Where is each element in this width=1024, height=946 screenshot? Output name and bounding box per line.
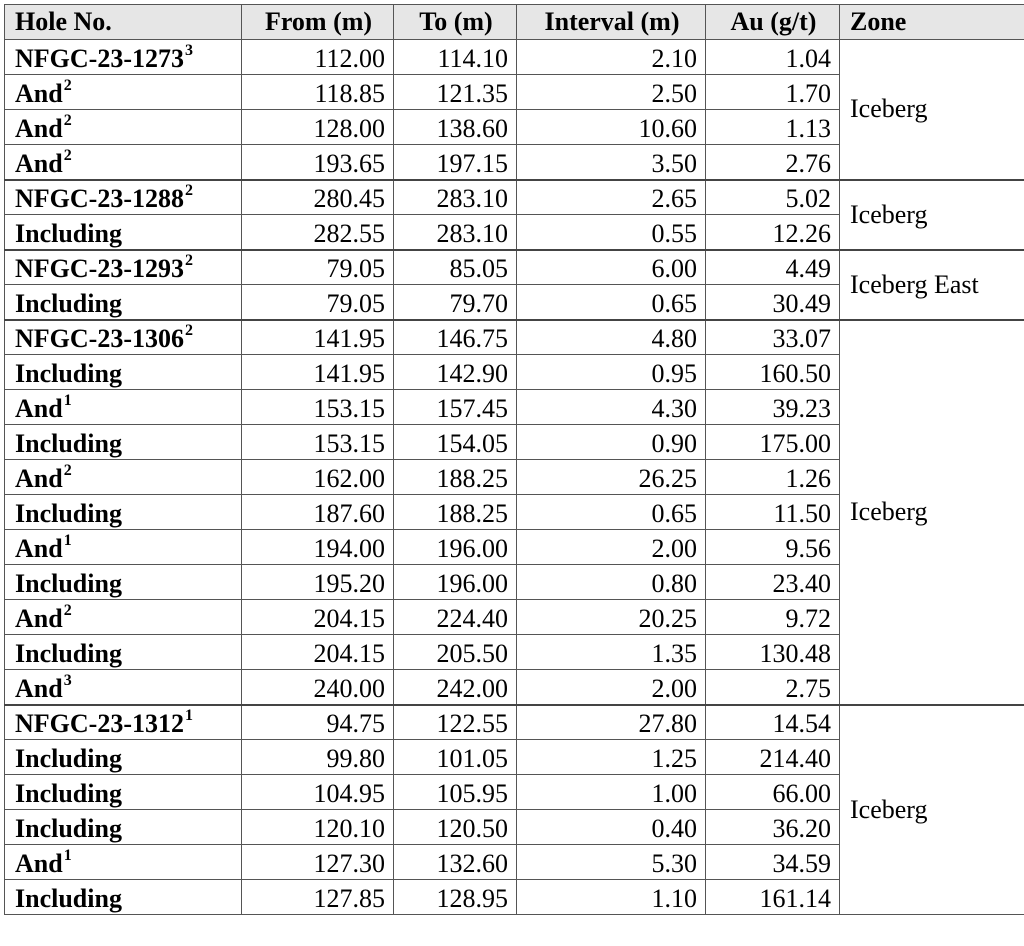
footnote-marker: 2 <box>63 462 72 479</box>
cell-hole-no <box>5 845 242 880</box>
header-row <box>5 5 1024 40</box>
cell-hole-no <box>5 775 242 810</box>
cell-to: 242.00 <box>394 670 517 705</box>
footnote-marker: 2 <box>63 77 72 94</box>
cell-au: 9.72 <box>706 600 840 635</box>
cell-interval: 1.00 <box>517 775 706 810</box>
cell-to: 114.10 <box>394 40 517 75</box>
cell-from: 153.15 <box>242 425 394 460</box>
cell-au: 39.23 <box>706 390 840 425</box>
hole-label: Including <box>15 779 122 808</box>
cell-to: 188.25 <box>394 495 517 530</box>
cell-to: 283.10 <box>394 215 517 250</box>
cell-to: 122.55 <box>394 705 517 740</box>
cell-from: 112.00 <box>242 40 394 75</box>
cell-au: 161.14 <box>706 880 840 915</box>
cell-au: 4.49 <box>706 250 840 285</box>
cell-to: 120.50 <box>394 810 517 845</box>
cell-hole-no <box>5 425 242 460</box>
hole-label: Including <box>15 499 122 528</box>
footnote-marker: 2 <box>63 602 72 619</box>
hole-label: NFGC-23-1306 <box>15 324 184 353</box>
hole-label: And <box>15 114 63 143</box>
hole-label: Including <box>15 744 122 773</box>
cell-to: 138.60 <box>394 110 517 145</box>
cell-hole-no <box>5 530 242 565</box>
cell-from: 94.75 <box>242 705 394 740</box>
cell-au: 214.40 <box>706 740 840 775</box>
cell-interval: 2.50 <box>517 75 706 110</box>
cell-from: 282.55 <box>242 215 394 250</box>
cell-hole-no <box>5 320 242 355</box>
cell-interval: 5.30 <box>517 845 706 880</box>
cell-au: 36.20 <box>706 810 840 845</box>
cell-au: 9.56 <box>706 530 840 565</box>
hole-label: Including <box>15 288 122 318</box>
table-body <box>5 40 1024 915</box>
cell-to: 142.90 <box>394 355 517 390</box>
cell-interval: 2.10 <box>517 40 706 75</box>
cell-zone: Iceberg <box>840 320 1024 705</box>
footnote-marker: 2 <box>184 322 193 339</box>
hole-label: Including <box>15 429 122 458</box>
table-row <box>5 320 1024 355</box>
hole-label: Including <box>15 814 122 843</box>
cell-from: 195.20 <box>242 565 394 600</box>
cell-to: 205.50 <box>394 635 517 670</box>
cell-interval: 4.30 <box>517 390 706 425</box>
cell-interval: 1.10 <box>517 880 706 915</box>
footnote-marker: 2 <box>184 182 193 199</box>
hole-label: And <box>15 673 63 703</box>
cell-from: 204.15 <box>242 635 394 670</box>
cell-interval: 0.90 <box>517 425 706 460</box>
cell-to: 157.45 <box>394 390 517 425</box>
cell-from: 79.05 <box>242 250 394 285</box>
hole-label: And <box>15 464 63 493</box>
cell-interval: 1.25 <box>517 740 706 775</box>
cell-from: 127.30 <box>242 845 394 880</box>
cell-interval: 6.00 <box>517 250 706 285</box>
cell-hole-no <box>5 390 242 425</box>
hole-label: Including <box>15 639 122 668</box>
hole-label: Including <box>15 218 122 248</box>
cell-from: 280.45 <box>242 180 394 215</box>
cell-au: 11.50 <box>706 495 840 530</box>
cell-au: 2.75 <box>706 670 840 705</box>
cell-hole-no <box>5 180 242 215</box>
cell-interval: 4.80 <box>517 320 706 355</box>
cell-au: 1.70 <box>706 75 840 110</box>
footnote-marker: 1 <box>63 392 72 409</box>
cell-au: 2.76 <box>706 145 840 180</box>
cell-interval: 0.65 <box>517 495 706 530</box>
cell-hole-no <box>5 75 242 110</box>
cell-from: 193.65 <box>242 145 394 180</box>
hole-label: And <box>15 534 63 563</box>
cell-hole-no <box>5 670 242 705</box>
cell-zone: Iceberg <box>840 180 1024 250</box>
cell-from: 240.00 <box>242 670 394 705</box>
cell-to: 101.05 <box>394 740 517 775</box>
cell-from: 128.00 <box>242 110 394 145</box>
footnote-marker: 2 <box>63 112 72 129</box>
cell-zone: Iceberg <box>840 705 1024 915</box>
header-from: From (m) <box>242 5 394 40</box>
cell-hole-no <box>5 495 242 530</box>
cell-to: 196.00 <box>394 565 517 600</box>
cell-hole-no <box>5 110 242 145</box>
cell-from: 187.60 <box>242 495 394 530</box>
cell-hole-no <box>5 705 242 740</box>
cell-from: 153.15 <box>242 390 394 425</box>
cell-from: 118.85 <box>242 75 394 110</box>
table-header <box>5 5 1024 40</box>
cell-interval: 27.80 <box>517 705 706 740</box>
cell-from: 127.85 <box>242 880 394 915</box>
cell-from: 120.10 <box>242 810 394 845</box>
cell-au: 175.00 <box>706 425 840 460</box>
table-row <box>5 250 1024 285</box>
cell-from: 162.00 <box>242 460 394 495</box>
cell-to: 196.00 <box>394 530 517 565</box>
footnote-marker: 2 <box>184 252 193 269</box>
cell-hole-no <box>5 215 242 250</box>
header-interval: Interval (m) <box>517 5 706 40</box>
table-row <box>5 180 1024 215</box>
hole-label: Including <box>15 569 122 598</box>
cell-from: 79.05 <box>242 285 394 320</box>
cell-to: 197.15 <box>394 145 517 180</box>
cell-to: 188.25 <box>394 460 517 495</box>
cell-hole-no <box>5 250 242 285</box>
cell-au: 12.26 <box>706 215 840 250</box>
cell-au: 1.04 <box>706 40 840 75</box>
cell-interval: 10.60 <box>517 110 706 145</box>
footnote-marker: 2 <box>63 146 72 164</box>
hole-label: NFGC-23-1312 <box>15 709 184 738</box>
cell-to: 154.05 <box>394 425 517 460</box>
cell-interval: 2.65 <box>517 180 706 215</box>
drill-results-table <box>4 4 1024 915</box>
cell-hole-no <box>5 40 242 75</box>
cell-au: 33.07 <box>706 320 840 355</box>
cell-hole-no <box>5 460 242 495</box>
hole-label: NFGC-23-1293 <box>15 254 184 283</box>
cell-au: 5.02 <box>706 180 840 215</box>
cell-au: 1.26 <box>706 460 840 495</box>
cell-to: 121.35 <box>394 75 517 110</box>
cell-hole-no <box>5 355 242 390</box>
cell-au: 160.50 <box>706 355 840 390</box>
cell-from: 141.95 <box>242 355 394 390</box>
hole-label: And <box>15 148 63 178</box>
hole-label: Including <box>15 359 122 388</box>
cell-from: 141.95 <box>242 320 394 355</box>
cell-to: 146.75 <box>394 320 517 355</box>
footnote-marker: 1 <box>63 532 72 549</box>
cell-hole-no <box>5 810 242 845</box>
cell-to: 79.70 <box>394 285 517 320</box>
cell-au: 30.49 <box>706 285 840 320</box>
hole-label: Including <box>15 884 122 913</box>
cell-hole-no <box>5 145 242 180</box>
hole-label: NFGC-23-1288 <box>15 184 184 213</box>
header-zone: Zone <box>840 5 1024 40</box>
cell-hole-no <box>5 565 242 600</box>
cell-interval: 2.00 <box>517 530 706 565</box>
cell-zone: Iceberg <box>840 40 1024 180</box>
cell-hole-no <box>5 600 242 635</box>
cell-to: 128.95 <box>394 880 517 915</box>
footnote-marker: 3 <box>184 42 193 59</box>
header-hole-no: Hole No. <box>5 5 242 40</box>
cell-to: 105.95 <box>394 775 517 810</box>
hole-label: And <box>15 79 63 108</box>
cell-zone: Iceberg East <box>840 250 1024 320</box>
cell-from: 204.15 <box>242 600 394 635</box>
cell-au: 34.59 <box>706 845 840 880</box>
cell-interval: 2.00 <box>517 670 706 705</box>
cell-au: 130.48 <box>706 635 840 670</box>
cell-hole-no <box>5 285 242 320</box>
cell-to: 224.40 <box>394 600 517 635</box>
footnote-marker: 1 <box>63 847 72 864</box>
footnote-marker: 3 <box>63 671 72 689</box>
table-row <box>5 40 1024 75</box>
cell-interval: 1.35 <box>517 635 706 670</box>
cell-interval: 26.25 <box>517 460 706 495</box>
cell-interval: 0.55 <box>517 215 706 250</box>
cell-hole-no <box>5 880 242 915</box>
cell-from: 194.00 <box>242 530 394 565</box>
hole-label: NFGC-23-1273 <box>15 44 184 73</box>
cell-to: 85.05 <box>394 250 517 285</box>
table-row <box>5 705 1024 740</box>
cell-to: 283.10 <box>394 180 517 215</box>
cell-interval: 0.95 <box>517 355 706 390</box>
cell-from: 99.80 <box>242 740 394 775</box>
cell-interval: 3.50 <box>517 145 706 180</box>
cell-au: 23.40 <box>706 565 840 600</box>
hole-label: And <box>15 394 63 423</box>
cell-au: 1.13 <box>706 110 840 145</box>
footnote-marker: 1 <box>184 707 193 724</box>
cell-to: 132.60 <box>394 845 517 880</box>
cell-hole-no <box>5 740 242 775</box>
hole-label: And <box>15 849 63 878</box>
cell-from: 104.95 <box>242 775 394 810</box>
cell-interval: 0.65 <box>517 285 706 320</box>
hole-label: And <box>15 604 63 633</box>
header-to: To (m) <box>394 5 517 40</box>
cell-au: 14.54 <box>706 705 840 740</box>
header-au: Au (g/t) <box>706 5 840 40</box>
cell-interval: 0.40 <box>517 810 706 845</box>
cell-hole-no <box>5 635 242 670</box>
cell-interval: 20.25 <box>517 600 706 635</box>
cell-interval: 0.80 <box>517 565 706 600</box>
cell-au: 66.00 <box>706 775 840 810</box>
